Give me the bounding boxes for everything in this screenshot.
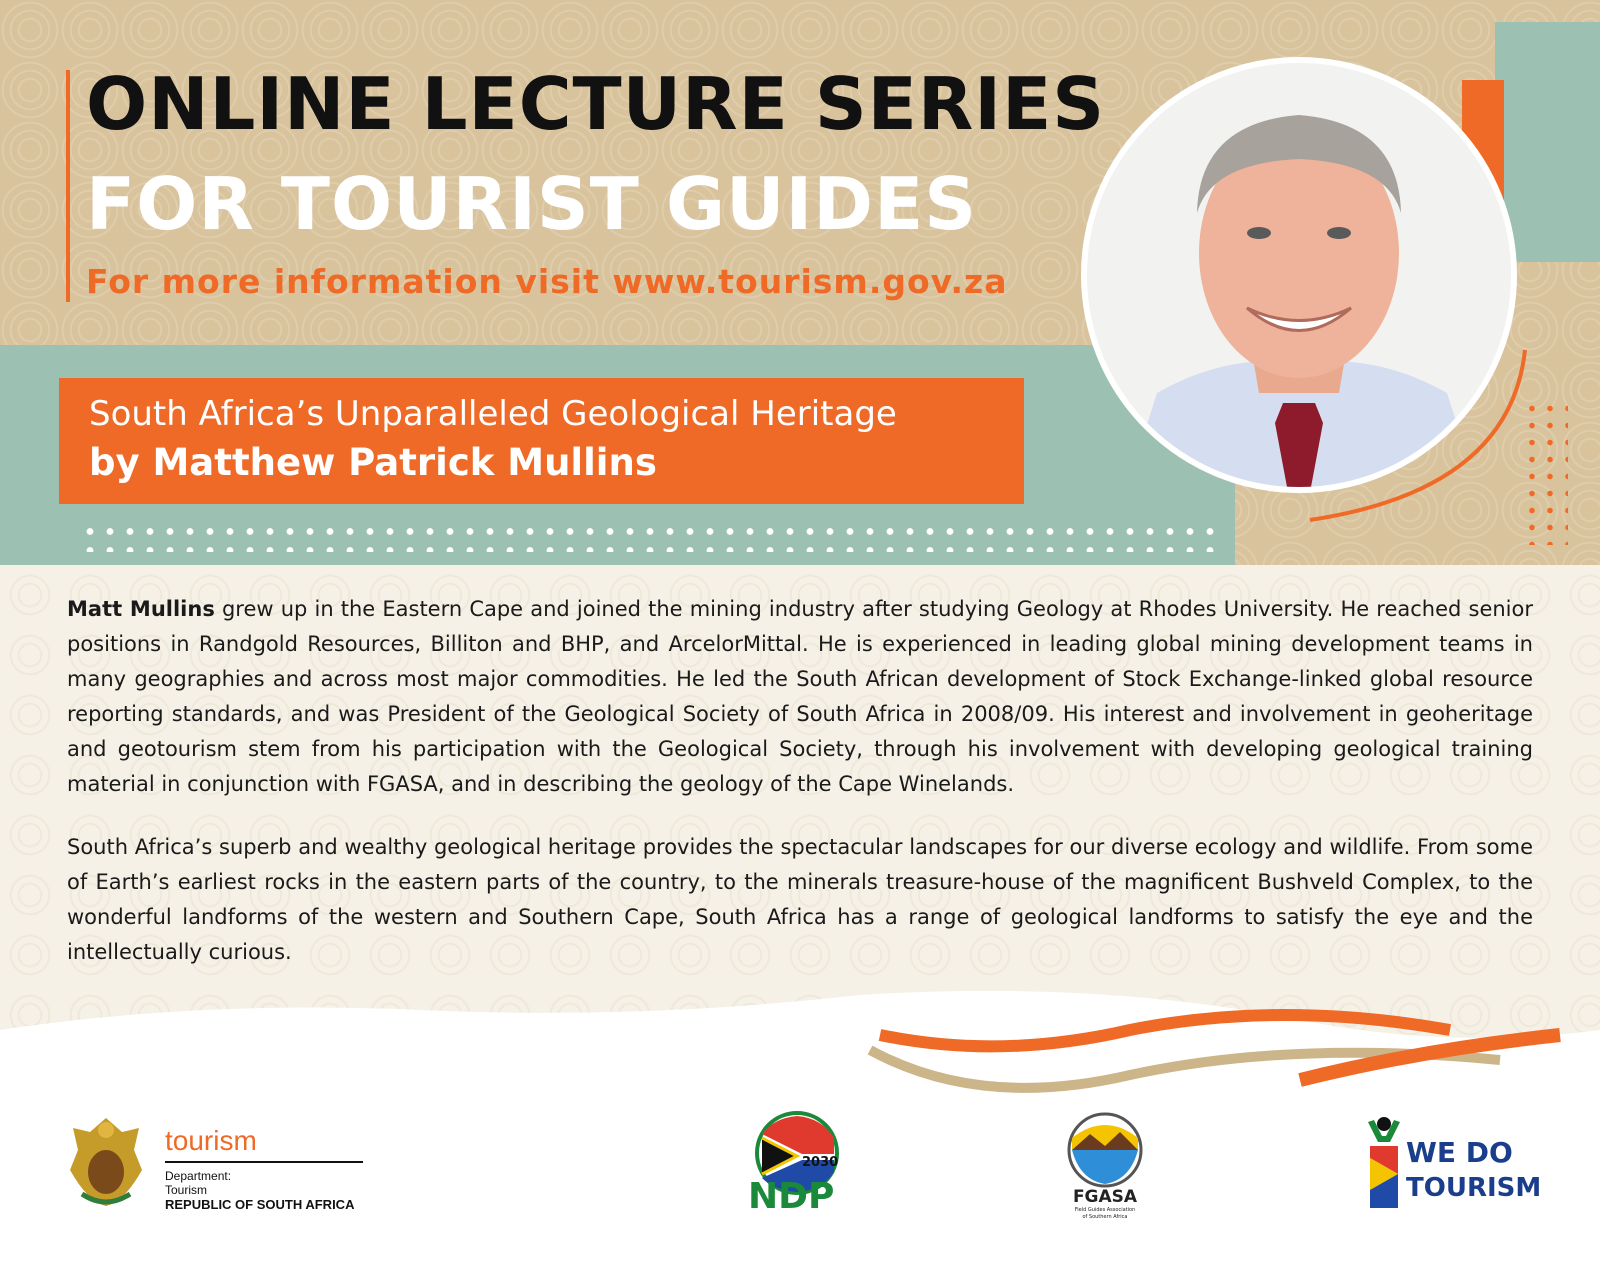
gov-republic: REPUBLIC OF SOUTH AFRICA bbox=[165, 1197, 355, 1212]
speaker-portrait bbox=[1081, 57, 1517, 493]
lecture-title: South Africa’s Unparalleled Geological Heritage bbox=[89, 394, 897, 434]
gov-department-name: Tourism bbox=[165, 1183, 208, 1197]
speaker-name: by Matthew Patrick Mullins bbox=[89, 441, 657, 484]
we-do-tourism-logo bbox=[1362, 1112, 1542, 1212]
we-do-line2: TOURISM bbox=[1406, 1173, 1542, 1203]
ndp-logo bbox=[742, 1108, 862, 1212]
ndp-label: NDP bbox=[748, 1176, 835, 1212]
gov-divider bbox=[165, 1161, 363, 1163]
gov-department-label: Department: bbox=[165, 1169, 232, 1183]
gov-tourism-word: tourism bbox=[165, 1125, 257, 1156]
lecture-description: South Africa’s superb and wealthy geological heritage provides the spectacular landscapes for our diverse ecology and wildlife. From some of Earth’s earliest rocks in the eastern parts of the country, to the minerals treasure-house of the magnificent Bushveld Complex, to the wonderful landforms of the western and Southern Cape, South Africa has a range of geological landforms to satisfy the eye and the intellectually curious. bbox=[67, 835, 1533, 964]
fgasa-sub2: of Southern Africa bbox=[1082, 1214, 1128, 1220]
dot-pattern-row bbox=[80, 522, 1215, 552]
title-line-2: FOR TOURIST GUIDES bbox=[86, 162, 978, 246]
bio-text: grew up in the Eastern Cape and joined the mining industry after studying Geology at Rhodes University. He reached senior positions in Randgold Resources, Billiton and BHP, and ArcelorMittal. He is experienced in leading global mining development teams in many geographies and across most major commodities. He led the South African development of Stock Exchange-linked global resource reporting standards, and was President of the Geological Society of South Africa in 2008/09. His interest and involvement in geoheritage and geotourism stem from his participation with the Geological Society, through his involvement with developing geological training material in conjunction with FGASA, and in describing the geology of the Cape Winelands. bbox=[67, 597, 1533, 796]
gov-department-text bbox=[165, 1125, 363, 1212]
speaker-photo bbox=[1087, 63, 1511, 487]
topic-box bbox=[59, 378, 1024, 504]
speaker-bio bbox=[67, 592, 1533, 802]
ndp-year: 2030 bbox=[802, 1155, 839, 1170]
coat-of-arms-logo bbox=[64, 1110, 149, 1210]
fgasa-sub1: Field Guides Association bbox=[1074, 1207, 1136, 1213]
info-link-text[interactable]: For more information visit www.tourism.gov.za bbox=[86, 262, 1008, 301]
we-do-line1: WE DO bbox=[1406, 1136, 1513, 1169]
fgasa-logo bbox=[1050, 1108, 1160, 1220]
title-line-1: ONLINE LECTURE SERIES bbox=[86, 62, 1106, 146]
bio-name: Matt Mullins bbox=[67, 597, 215, 621]
title-accent-rule bbox=[66, 70, 70, 302]
fgasa-label: FGASA bbox=[1072, 1187, 1138, 1207]
